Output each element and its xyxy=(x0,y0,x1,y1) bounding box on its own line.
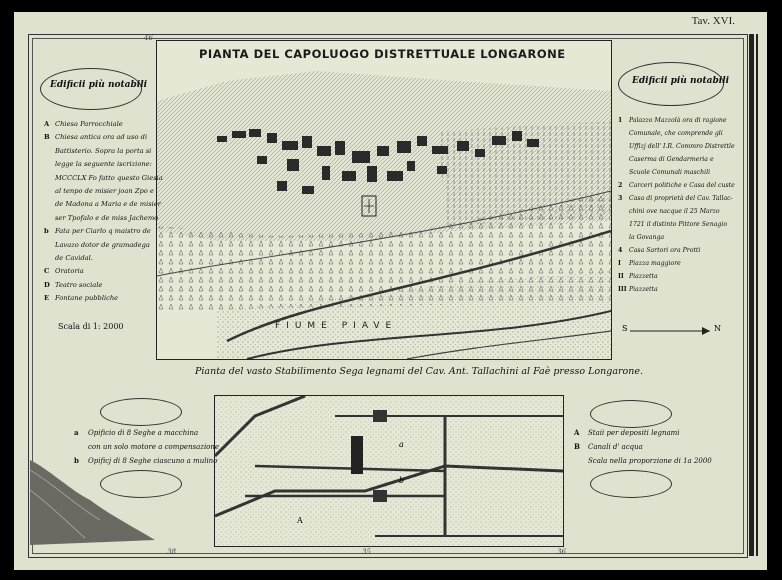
left-scale: Scala di 1: 2000 xyxy=(58,322,124,331)
legend-row: Uffizj dell' I.R. Commro Distrettle xyxy=(629,143,735,150)
terrain-fragment xyxy=(30,430,160,545)
frame-tick-bottom-3: 36 xyxy=(557,548,566,556)
legend-row: chini ove nacque il 25 Marzo xyxy=(629,208,720,215)
legend-row: MCCCLX Fo fatto questo Giesia xyxy=(55,173,163,182)
plate-number: Tav. XVI. xyxy=(691,15,735,27)
town-map-drawing xyxy=(157,41,611,359)
note-row: A Staii per depositi legnami xyxy=(574,428,680,437)
legend-row: 2 Carceri politiche e Casa del custe xyxy=(618,182,735,189)
legend-row: Lavazo dotor de gramadega xyxy=(55,240,150,249)
left-legend-title: Edificii più notabili xyxy=(50,80,148,90)
plan-letter-a: a xyxy=(399,440,404,449)
note-row: B Canali d' acqua xyxy=(574,442,643,451)
frame-tick-bottom-2: 35 xyxy=(362,548,371,556)
note-row: a Opificio di 8 Seghe a macchina xyxy=(74,428,199,437)
sawmill-right-cartouche-bottom xyxy=(590,470,672,498)
sawmill-plan xyxy=(214,395,564,547)
legend-row: legge la seguente iscrizione: xyxy=(55,160,152,169)
legend-row: Scuole Comunali maschili xyxy=(629,169,711,176)
legend-row: B Chiesa antica ora ad uso di xyxy=(44,133,148,142)
compass-arrow xyxy=(622,323,722,337)
compass-arrow-icon xyxy=(622,324,722,338)
plan-letter-b: b xyxy=(399,476,405,485)
sawmill-left-cartouche-top xyxy=(100,398,182,426)
sawmill-plan-drawing xyxy=(215,396,563,546)
river-label: FIUME PIAVE xyxy=(275,321,398,331)
edge-bar-right xyxy=(749,34,754,556)
sawmill-right-notes xyxy=(574,426,712,468)
sawmill-right-cartouche-top xyxy=(590,400,672,428)
legend-row: D Teatro sociale xyxy=(44,280,103,289)
legend-row: A Chiesa Parrocchiale xyxy=(44,120,123,128)
legend-row: Battisterio. Sopra la porta si xyxy=(55,146,152,155)
legend-row: ser Tpofalo e de miss Jachemo xyxy=(55,213,159,222)
edge-bar-right-thin xyxy=(756,34,758,556)
terrain-fragment-drawing xyxy=(30,430,160,545)
compass-south: S xyxy=(622,324,628,333)
legend-row: 3 Casa di proprietà del Cav. Tallac- xyxy=(618,195,733,202)
frame-tick-bottom-1: 38 xyxy=(167,548,176,556)
left-legend xyxy=(44,118,163,306)
note-row: b Opificj di 8 Seghe ciascuno a mulino xyxy=(74,456,218,465)
legend-row: 1 Palazzo Mazzolà ora di ragione xyxy=(618,117,727,124)
town-map-title: PIANTA DEL CAPOLUOGO DISTRETTUALE LONGARONE xyxy=(199,47,566,61)
legend-row: de Madona a Maria e de misier xyxy=(55,200,161,209)
town-map xyxy=(156,40,612,360)
note-row: con un solo motore a compensazione xyxy=(88,443,220,451)
legend-row: II Piazzetta xyxy=(618,273,658,280)
legend-row: al tenpo de misier joan Zpo e xyxy=(55,187,154,196)
legend-row: Caserma di Gendarmeria e xyxy=(629,156,714,163)
right-legend-title: Edificii più notabili xyxy=(632,76,730,86)
legend-row: 1721 il distinto Pittore Senagio xyxy=(629,221,728,228)
legend-row: E Fontane pubbliche xyxy=(44,294,119,303)
plan-letter-A: A xyxy=(297,516,303,525)
legend-row: III Piazzetta xyxy=(618,286,658,293)
right-legend xyxy=(618,114,735,296)
legend-row: I Piazza maggiore xyxy=(618,260,681,267)
legend-row: la Govanga xyxy=(629,234,665,241)
compass-north: N xyxy=(714,324,721,333)
sawmill-title: Pianta del vasto Stabilimento Sega legnami del Cav. Ant. Tallachini al Faè presso Longarone. xyxy=(195,366,644,377)
note-row: Scala nella proporzione di 1a 2000 xyxy=(588,457,712,465)
legend-row: b Fata per Ciarlo q maistro de xyxy=(44,227,151,236)
frame-tick-top: 46 xyxy=(144,34,153,42)
legend-row: de Cavidal. xyxy=(55,254,93,263)
legend-row: C Oratoria xyxy=(44,267,84,276)
legend-row: 4 Casa Sartori ora Protti xyxy=(618,247,701,254)
legend-row: Comunale, che comprende gli xyxy=(629,130,723,137)
